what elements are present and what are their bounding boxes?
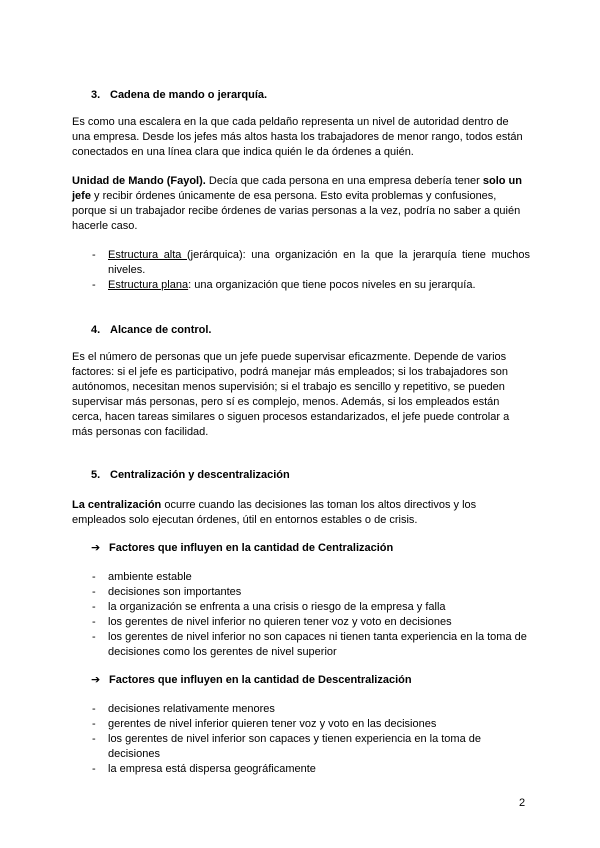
list-item: - gerentes de nivel inferior quieren tener voz y voto en las decisiones [72,717,530,732]
section-3-heading [72,88,530,103]
list-item: - la organización se enfrenta a una crisis o riesgo de la empresa y falla [72,600,530,615]
central-factors-heading [72,541,549,556]
estructura-plana-text: : una organización que tiene pocos niveles en su jerarquía. [188,279,476,291]
section-3-title: Cadena de mando o jerarquía. [110,89,268,101]
list-item [72,278,530,293]
list-item: - ambiente estable [72,570,530,585]
list-item: - los gerentes de nivel inferior son capaces y tienen experiencia en la toma de decisiones [72,732,530,762]
unidad-text-a: Decía que cada persona en una empresa debería tener [205,175,483,187]
list-item [72,248,530,278]
arrow-right-icon: ➔ [91,674,101,686]
unidad-de-mando-label: Unidad de Mando (Fayol). [72,175,206,187]
list-item: - la empresa está dispersa geográficamente [72,762,530,777]
section-5-title: Centralización y descentralización [110,469,290,481]
estructura-alta-text: (jerárquica): una organización en la que la jerarquía tiene muchos niveles. [108,249,530,276]
section-4-heading [72,323,530,338]
estructura-plana-label: Estructura plana [108,279,189,291]
section-4-title: Alcance de control. [110,324,212,336]
estructura-alta-label: Estructura alta [108,249,187,261]
arrow-right-icon: ➔ [91,542,101,554]
list-item: - los gerentes de nivel inferior no quieren tener voz y voto en decisiones [72,615,530,630]
section-3-number: 3. [91,89,101,101]
solo-un-jefe: solo un jefe [72,175,522,202]
list-item: - decisiones relativamente menores [72,702,530,717]
centralizacion-label: La centralización [72,499,162,511]
section-3-paragraph: Es como una escalera en la que cada peldaño representa un nivel de autoridad dentro de una empresa. Desde los jefes más altos hasta los trabajadores de menor rango, todos están conectados en una línea clara que indica quién le da órdenes a quién. [72,116,523,158]
descentral-factors-list [72,702,530,777]
unidad-de-mando-paragraph [72,174,530,234]
section-4-number: 4. [91,324,101,336]
section-4-paragraph: Es el número de personas que un jefe puede supervisar eficazmente. Depende de varios factores: si el jefe es participativo, podrá manejar más empleados; si los trabajadores son autónomos, necesitan menos supervisión; si el trabajo es sencillo y repetitivo, se pueden supervisar más personas, pero sí es complejo, menos. Además, si los empleados están cerca, hacen tareas similares o siguen procesos estandarizados, el jefe puede controlar a más personas con facilidad. [72,351,510,438]
centralizacion-paragraph [72,498,530,528]
centralizacion-text: ocurre cuando las decisiones las toman los altos directivos y los empleados solo ejecutan órdenes, útil en entornos estables o de crisis. [72,499,477,526]
central-factors-list [72,570,530,660]
section-5-heading [72,468,530,483]
page-number: 2 [519,797,526,809]
section-5-number: 5. [91,469,101,481]
unidad-text-b: y recibir órdenes únicamente de esa persona. Esto evita problemas y confusiones, porque si un trabajador recibe órdenes de varias personas a la vez, podría no saber a quién hacerle caso. [72,190,521,232]
list-item: - decisiones son importantes [72,585,530,600]
structure-list [72,248,530,293]
list-item: - los gerentes de nivel inferior no son capaces ni tienen tanta experiencia en la toma de decisiones como los gerentes de nivel superior [72,630,530,660]
descentral-factors-title: Factores que influyen en la cantidad de Descentralización [109,674,412,686]
central-factors-title: Factores que influyen en la cantidad de Centralización [109,542,394,554]
descentral-factors-heading [72,673,549,688]
